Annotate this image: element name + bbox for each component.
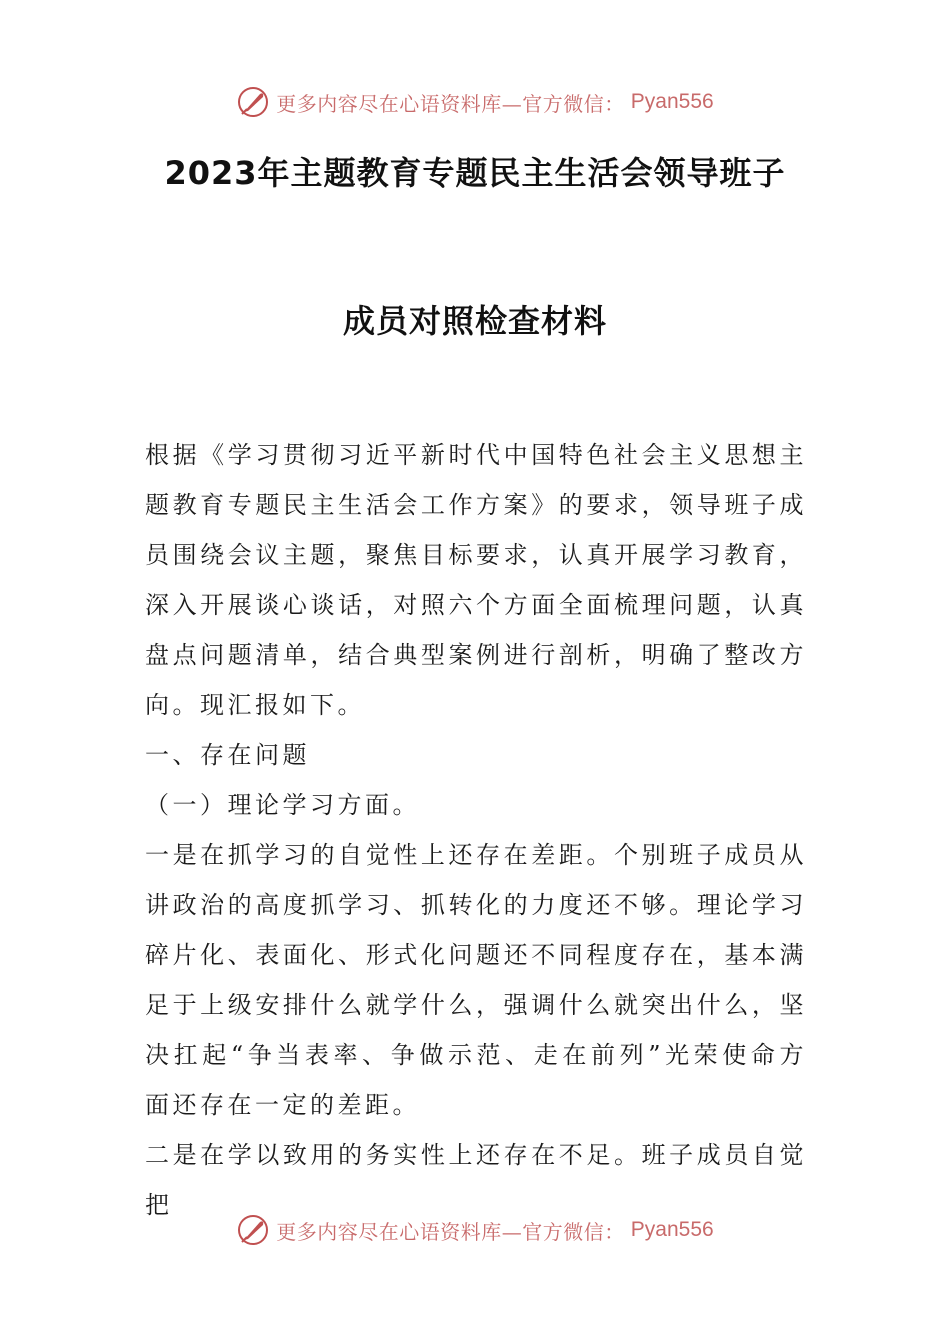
footer-banner — [0, 1210, 950, 1250]
banner-wechat-id: Pyan556 — [630, 1218, 714, 1241]
subsection-heading: （一）理论学习方面。 — [145, 791, 420, 819]
quill-logo-icon — [236, 85, 270, 119]
banner-wechat-id: Pyan556 — [630, 90, 714, 113]
header-banner — [0, 82, 950, 122]
paragraph-item-1: 一是在抓学习的自觉性上还存在差距。个别班子成员从讲政治的高度抓学习、抓转化的力度还不够。理论学习碎片化、表面化、形式化问题还不同程度存在，基本满足于上级安排什么就学什么，强调什么就突出什么，坚决扛起“争当表率、争做示范、走在前列”光荣使命方面还存在一定的差距。 — [145, 841, 807, 1119]
document-title-line2: 成员对照检查材料 — [342, 302, 607, 340]
quill-logo-icon — [236, 1213, 270, 1247]
section-heading: 一、存在问题 — [145, 741, 310, 769]
document-body — [145, 430, 807, 1230]
document-title-line1: 2023年主题教育专题民主生活会领导班子 — [164, 154, 786, 192]
paragraph-item-2: 二是在学以致用的务实性上还存在不足。班子成员自觉把 — [145, 1141, 807, 1219]
banner-text: 更多内容尽在心语资料库—官方微信： — [276, 91, 625, 116]
paragraph-intro: 根据《学习贯彻习近平新时代中国特色社会主义思想主题教育专题民主生活会工作方案》的要求，领导班子成员围绕会议主题，聚焦目标要求，认真开展学习教育，深入开展谈心谈话，对照六个方面全面梳理问题，认真盘点问题清单，结合典型案例进行剖析，明确了整改方向。现汇报如下。 — [145, 441, 807, 719]
banner-text: 更多内容尽在心语资料库—官方微信： — [276, 1219, 625, 1244]
